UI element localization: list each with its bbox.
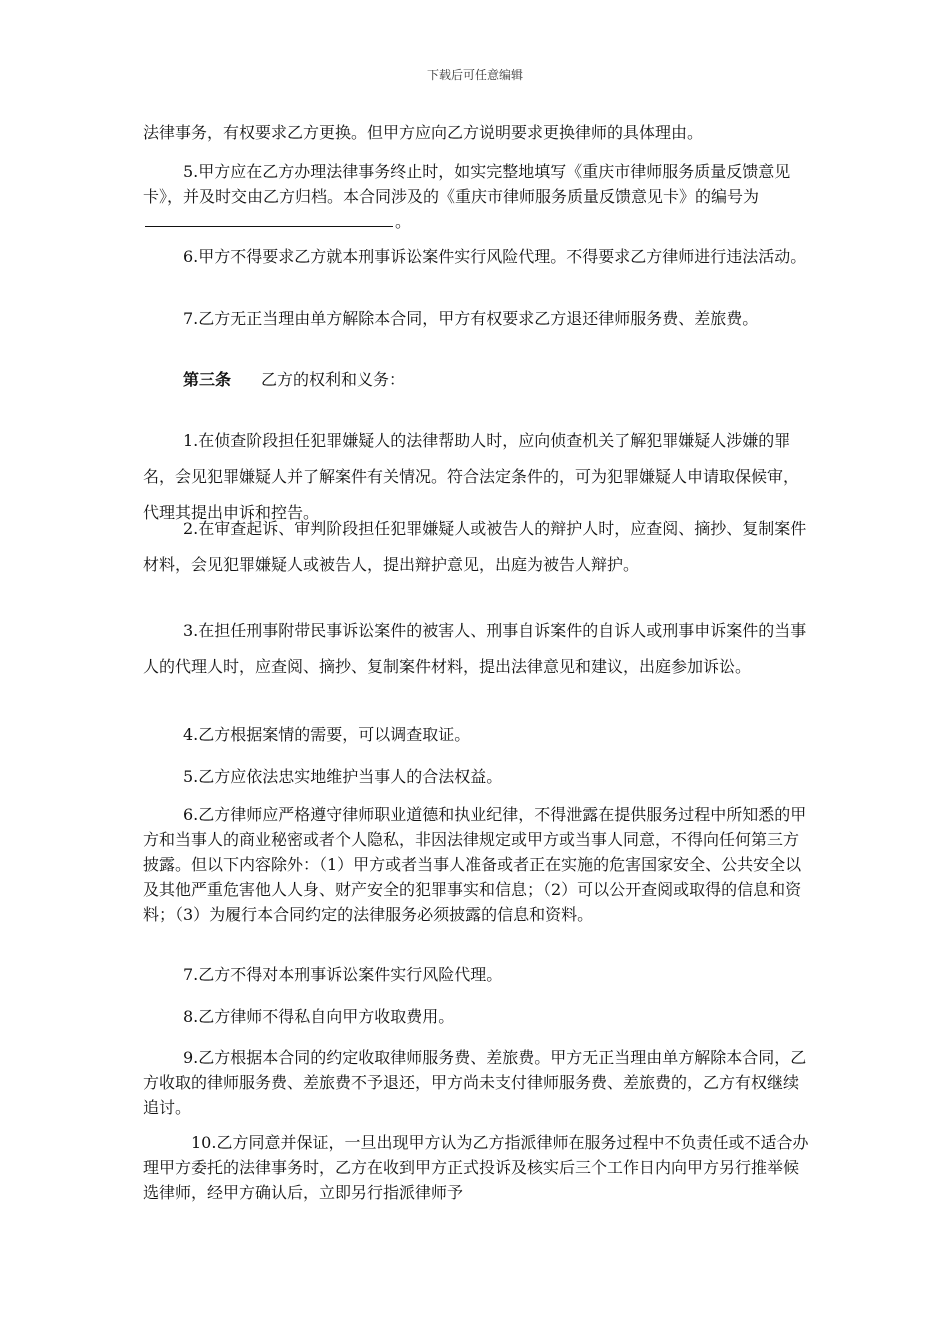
paragraph-party-b-item-5: 5.乙方应依法忠实地维护当事人的合法权益。	[183, 767, 503, 786]
paragraph-continued: 法律事务，有权要求乙方更换。但甲方应向乙方说明要求更换律师的具体理由。	[143, 123, 704, 142]
item-5-text: 5.甲方应在乙方办理法律事务终止时，如实完整地填写《重庆市律师服务质量反馈意见卡》，并及时交由乙方归档。本合同涉及的《重庆市律师服务质量反馈意见卡》的编号为	[143, 162, 791, 206]
item-5-end: 。	[395, 212, 412, 231]
paragraph-party-a-item-6: 6.甲方不得要求乙方就本刑事诉讼案件实行风险代理。不得要求乙方律师进行违法活动。	[183, 247, 807, 266]
article-3-heading	[143, 367, 811, 392]
paragraph-party-b-item-4: 4.乙方根据案情的需要，可以调查取证。	[183, 725, 471, 744]
paragraph-party-a-item-7: 7.乙方无正当理由单方解除本合同，甲方有权要求乙方退还律师服务费、差旅费。	[183, 309, 759, 328]
paragraph-party-b-item-9: 9.乙方根据本合同的约定收取律师服务费、差旅费。甲方无正当理由单方解除本合同，乙方收取的律师服务费、差旅费不予退还，甲方尚未支付律师服务费、差旅费的，乙方有权继续追讨。	[143, 1048, 807, 1117]
paragraph-party-b-item-10: 10.乙方同意并保证，一旦出现甲方认为乙方指派律师在服务过程中不负责任或不适合办理甲方委托的法律事务时，乙方在收到甲方正式投诉及核实后三个工作日内向甲方另行推举候选律师，经甲方确认后，立即另行指派律师予	[143, 1133, 809, 1202]
paragraph-party-a-item-5	[143, 159, 811, 234]
paragraph-party-b-item-3: 3.在担任刑事附带民事诉讼案件的被害人、刑事自诉案件的自诉人或刑事申诉案件的当事人的代理人时，应查阅、摘抄、复制案件材料，提出法律意见和建议，出庭参加诉讼。	[143, 621, 807, 676]
article-3-label: 第三条	[183, 370, 232, 389]
paragraph-party-b-item-7: 7.乙方不得对本刑事诉讼案件实行风险代理。	[183, 965, 503, 984]
paragraph-party-b-item-8: 8.乙方律师不得私自向甲方收取费用。	[183, 1007, 455, 1026]
article-3-title: 乙方的权利和义务：	[261, 370, 406, 389]
paragraph-party-b-item-2: 2.在审查起诉、审判阶段担任犯罪嫌疑人或被告人的辩护人时，应查阅、摘抄、复制案件材料，会见犯罪嫌疑人或被告人，提出辩护意见，出庭为被告人辩护。	[143, 519, 807, 574]
page-header: 下载后可任意编辑	[426, 68, 523, 82]
paragraph-party-b-item-1: 1.在侦查阶段担任犯罪嫌疑人的法律帮助人时，应向侦查机关了解犯罪嫌疑人涉嫌的罪名，会见犯罪嫌疑人并了解案件有关情况。符合法定条件的，可为犯罪嫌疑人申请取保候审，代理其提出申诉和控告。	[143, 431, 800, 522]
card-number-blank	[145, 210, 393, 227]
paragraph-party-b-item-6: 6.乙方律师应严格遵守律师职业道德和执业纪律，不得泄露在提供服务过程中所知悉的甲方和当事人的商业秘密或者个人隐私，非因法律规定或甲方或当事人同意，不得向任何第三方披露。但以下内容除外：（1）甲方或者当事人准备或者正在实施的危害国家安全、公共安全以及其他严重危害他人人身、财产安全的犯罪事实和信息；（2）可以公开查阅或取得的信息和资料；（3）为履行本合同约定的法律服务必须披露的信息和资料。	[143, 805, 807, 924]
